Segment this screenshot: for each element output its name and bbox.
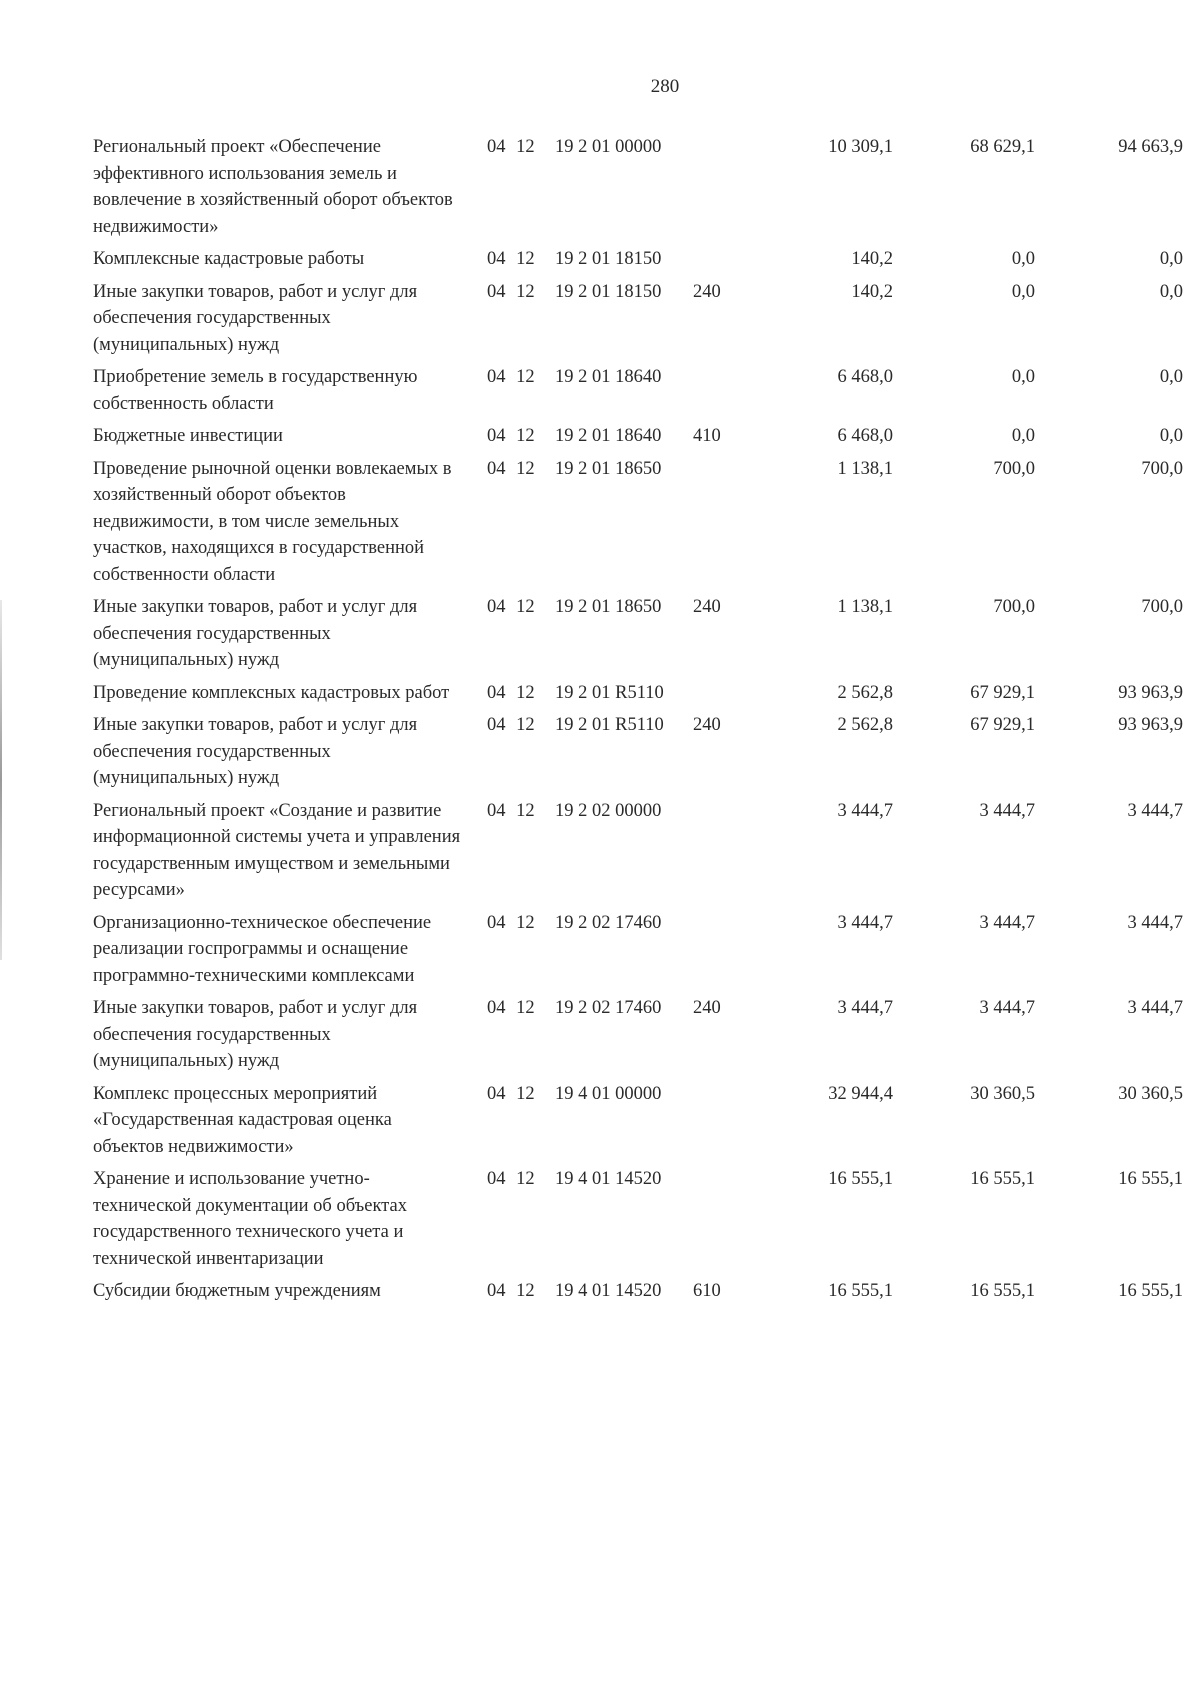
row-amount-year3: 0,0 [1159,367,1183,387]
row-amount-year2: 16 555,1 [970,1169,1035,1189]
row-expense-type: 240 [693,597,721,617]
row-amount-year2: 16 555,1 [970,1281,1035,1301]
row-target-article: 19 2 01 18650 [555,458,662,479]
row-name: Субсидии бюджетным учреждениям [93,1281,381,1301]
table-row [93,1278,1183,1305]
row-amount-year1: 2 562,8 [837,715,893,735]
table-row [93,594,1183,674]
row-target-article: 19 2 01 R5110 [555,715,664,735]
row-amount-year2: 0,0 [1011,367,1035,387]
row-amount-year3: 700,0 [1141,458,1183,479]
page-number: 280 [650,76,680,97]
row-name: Проведение рыночной оценки вовлекаемых в хозяйственный оборот объектов недвижимости, в том числе земельных участков, находящихся в государственной собственности области [93,458,452,585]
row-target-article: 19 2 02 17460 [555,998,662,1018]
table-row [93,246,1183,273]
row-amount-year2: 3 444,7 [979,912,1035,933]
row-section-code: 04 12 [487,1083,535,1104]
row-name: Региональный проект «Обеспечение эффективного использования земель и вовлечение в хозяйственный оборот объектов недвижимости» [93,137,453,237]
table-row [93,1166,1183,1272]
table-row [93,910,1183,990]
row-amount-year1: 16 555,1 [828,1281,893,1301]
row-target-article: 19 2 01 00000 [555,137,662,157]
row-section-code: 04 12 [487,1169,535,1189]
table-row [93,680,1183,707]
row-name: Комплекс процессных мероприятий «Государственная кадастровая оценка объектов недвижимости» [93,1083,392,1157]
row-amount-year1: 16 555,1 [828,1169,893,1189]
row-target-article: 19 2 01 18640 [555,426,662,446]
row-target-article: 19 2 01 18650 [555,597,662,617]
row-amount-year2: 67 929,1 [970,715,1035,735]
row-section-code: 04 12 [487,367,535,387]
row-amount-year2: 0,0 [1011,426,1035,446]
row-target-article: 19 2 01 R5110 [555,682,664,703]
row-target-article: 19 2 02 00000 [555,800,662,821]
row-amount-year2: 3 444,7 [979,998,1035,1018]
row-target-article: 19 2 02 17460 [555,912,662,933]
scan-edge-mark [0,600,2,960]
row-amount-year1: 3 444,7 [837,998,893,1018]
row-amount-year1: 1 138,1 [837,597,893,617]
table-row [93,1081,1183,1161]
row-amount-year1: 10 309,1 [828,137,893,157]
row-amount-year2: 30 360,5 [970,1083,1035,1104]
table-row [93,995,1183,1075]
row-name: Бюджетные инвестиции [93,426,283,446]
row-amount-year3: 16 555,1 [1118,1281,1183,1301]
row-name: Региональный проект «Создание и развитие информационной системы учета и управления государственным имуществом и земельными ресурсами» [93,800,461,900]
row-section-code: 04 12 [487,715,535,735]
row-amount-year3: 94 663,9 [1118,137,1183,157]
row-name: Иные закупки товаров, работ и услуг для обеспечения государственных (муниципальных) нужд [93,597,418,670]
row-name: Иные закупки товаров, работ и услуг для обеспечения государственных (муниципальных) нужд [93,998,418,1071]
row-name: Приобретение земель в государственную собственность области [93,367,418,414]
row-amount-year3: 0,0 [1159,426,1183,446]
row-amount-year1: 2 562,8 [837,682,893,703]
row-target-article: 19 2 01 18150 [555,249,662,269]
row-target-article: 19 2 01 18640 [555,367,662,387]
row-amount-year1: 140,2 [851,281,893,302]
row-name: Хранение и использование учетно-технической документации об объектах государственного технического учета и технической инвентаризации [93,1169,407,1269]
table-row [93,456,1183,589]
row-section-code: 04 12 [487,137,535,157]
row-amount-year2: 0,0 [1011,249,1035,269]
row-amount-year3: 0,0 [1159,249,1183,269]
row-amount-year3: 3 444,7 [1127,998,1183,1018]
row-amount-year3: 700,0 [1141,597,1183,617]
row-target-article: 19 4 01 14520 [555,1169,662,1189]
row-amount-year2: 0,0 [1011,281,1035,302]
row-amount-year1: 140,2 [851,249,893,269]
table-row [93,423,1183,450]
row-section-code: 04 12 [487,597,535,617]
row-amount-year2: 3 444,7 [979,800,1035,821]
row-expense-type: 240 [693,998,721,1018]
table-row [93,279,1183,359]
row-section-code: 04 12 [487,800,535,821]
row-amount-year1: 32 944,4 [828,1083,893,1104]
row-amount-year1: 1 138,1 [837,458,893,479]
row-amount-year2: 68 629,1 [970,137,1035,157]
row-target-article: 19 4 01 14520 [555,1281,662,1301]
row-amount-year1: 3 444,7 [837,912,893,933]
row-amount-year1: 3 444,7 [837,800,893,821]
table-row [93,712,1183,792]
row-amount-year3: 93 963,9 [1118,682,1183,703]
row-amount-year3: 16 555,1 [1118,1169,1183,1189]
row-section-code: 04 12 [487,1281,535,1301]
row-section-code: 04 12 [487,998,535,1018]
row-amount-year3: 3 444,7 [1127,912,1183,933]
table-row [93,364,1183,417]
row-amount-year3: 93 963,9 [1118,715,1183,735]
row-target-article: 19 4 01 00000 [555,1083,662,1104]
row-target-article: 19 2 01 18150 [555,281,662,302]
row-amount-year2: 67 929,1 [970,682,1035,703]
row-name: Иные закупки товаров, работ и услуг для обеспечения государственных (муниципальных) нужд [93,281,418,355]
row-amount-year3: 30 360,5 [1118,1083,1183,1104]
row-name: Организационно-техническое обеспечение реализации госпрограммы и оснащение программно-техническими комплексами [93,912,432,986]
row-section-code: 04 12 [487,426,535,446]
table-row [93,798,1183,904]
row-expense-type: 610 [693,1281,721,1301]
row-section-code: 04 12 [487,281,535,302]
row-name: Проведение комплексных кадастровых работ [93,682,450,703]
row-section-code: 04 12 [487,458,535,479]
table-row [93,134,1183,240]
row-amount-year1: 6 468,0 [837,426,893,446]
row-expense-type: 410 [693,426,721,446]
row-amount-year1: 6 468,0 [837,367,893,387]
row-amount-year2: 700,0 [993,597,1035,617]
row-section-code: 04 12 [487,912,535,933]
row-expense-type: 240 [693,715,721,735]
budget-table [93,134,1183,1311]
row-section-code: 04 12 [487,682,535,703]
row-name: Комплексные кадастровые работы [93,249,365,269]
row-amount-year2: 700,0 [993,458,1035,479]
row-name: Иные закупки товаров, работ и услуг для обеспечения государственных (муниципальных) нужд [93,715,418,788]
row-amount-year3: 3 444,7 [1127,800,1183,821]
row-expense-type: 240 [693,281,721,302]
row-amount-year3: 0,0 [1159,281,1183,302]
row-section-code: 04 12 [487,249,535,269]
